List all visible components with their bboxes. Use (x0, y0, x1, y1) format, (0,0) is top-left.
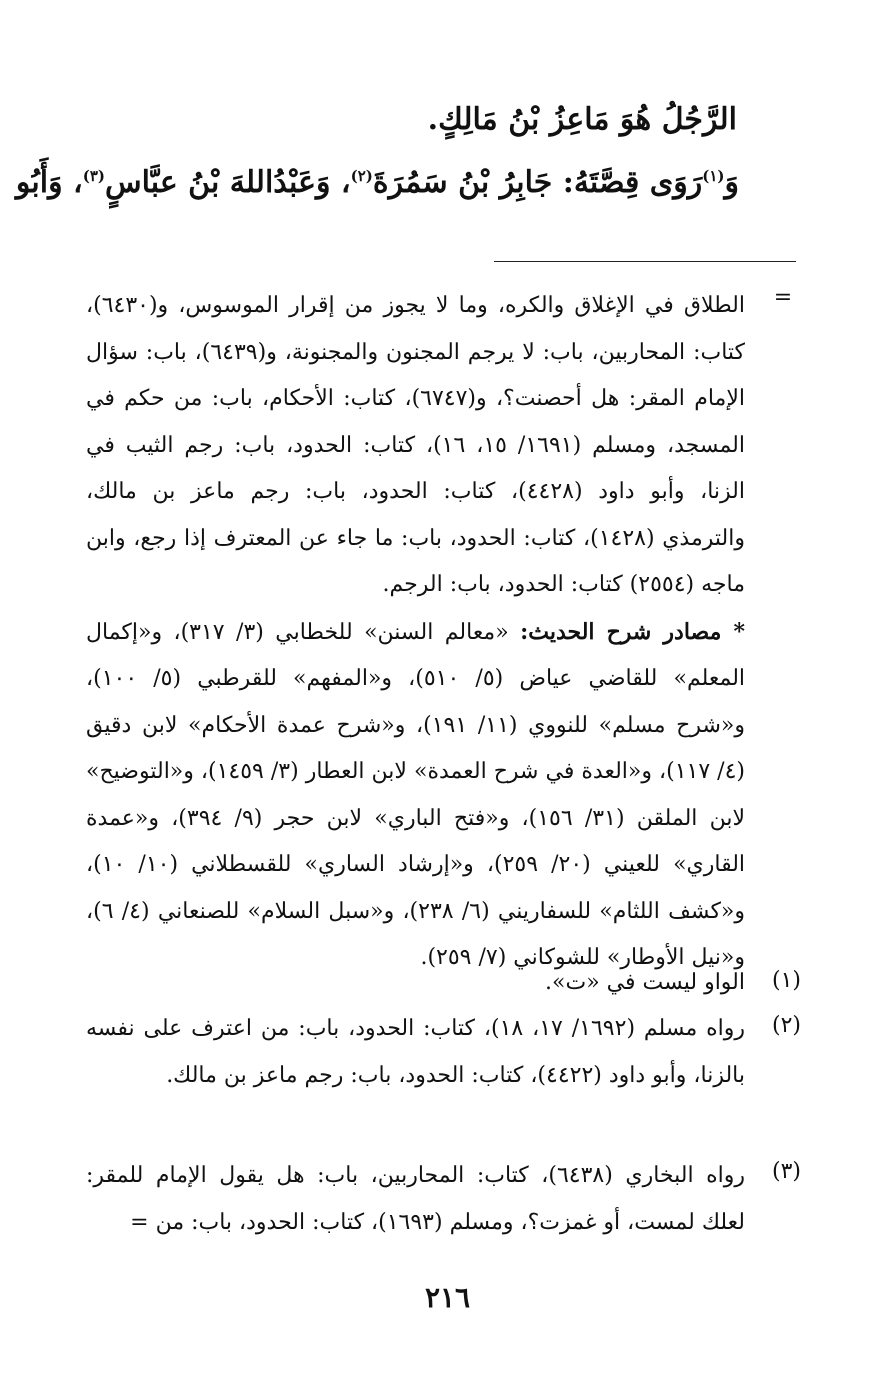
footnote-continuation (86, 283, 745, 982)
footnote-3 (86, 1152, 745, 1246)
main-text-line-2 (15, 165, 739, 200)
footnote-number-1: (١) (771, 968, 801, 993)
footnote-2-text: رواه مسلم (١٦٩٢/ ١٧، ١٨)، كتاب: الحدود، باب: من اعترف على نفسه بالزنا، وأبو داود (٤٤٢٢)، كتاب: الحدود، باب: رجم ماعز بن مالك. (86, 1016, 746, 1088)
sources-label: * مصادر شرح الحديث: (520, 618, 745, 645)
main-text-line-1-text: الرَّجُلُ هُوَ مَاعِزُ بْنُ مَالِكٍ. (427, 102, 737, 137)
sources-paragraph (86, 609, 745, 982)
footnote-ref-3: (٣) (82, 167, 105, 185)
footnote-3-text: رواه البخاري (٦٤٣٨)، كتاب: المحاربين، باب: هل يقول الإمام للمقر: لعلك لمست، أو غمزت؟، ومسلم (١٦٩٣)، كتاب: الحدود، باب: من = (86, 1163, 745, 1235)
footnote-2 (86, 1005, 745, 1099)
footnote-1-text: الواو ليست في «ت». (545, 970, 745, 995)
footnote-number-3: (٣) (771, 1159, 801, 1184)
footnote-number-2: (٢) (771, 1013, 801, 1038)
main-text-fragment: ، وَأَبُو (15, 165, 83, 200)
footnote-continuation-paragraph: الطلاق في الإغلاق والكره، وما لا يجوز من إقرار الموسوس، و(٦٤٣٠)، كتاب: المحاربين، باب: لا يرجم المجنون والمجنونة، و(٦٤٣٩)، باب: سؤال الإمام المقر: هل أحصنت؟، و(٦٧٤٧)، كتاب: الأحكام، باب: من حكم في المسجد، ومسلم (١٦٩١/ ١٥، ١٦)، كتاب: الحدود، باب: رجم الثيب في الزنا، وأبو داود (٤٤٢٨)، كتاب: الحدود، باب: رجم ماعز بن مالك، والترمذي (١٤٢٨)، كتاب: الحدود، باب: ما جاء عن المعترف إذا رجع، وابن ماجه (٢٥٥٤) كتاب: الحدود، باب: الرجم. (86, 293, 746, 597)
footnote-separator (494, 261, 796, 262)
continuation-marker: = (773, 285, 793, 310)
main-text-fragment: ، وَعَبْدُاللهَ بْنُ عبَّاسٍ (105, 165, 351, 200)
sources-text: «معالم السنن» للخطابي (٣/ ٣١٧)، و«إكمال المعلم» للقاضي عياض (٥/ ٥١٠)، و«المفهم» للقرطبي (٥/ ١٠٠)، و«شرح مسلم» للنووي (١١/ ١٩١)، و«شرح عمدة الأحكام» لابن دقيق (٤/ ١١٧)، و«العدة في شرح العمدة» لابن العطار (٣/ ١٤٥٩)، و«التوضيح» لابن الملقن (٣١/ ١٥٦)، و«فتح الباري» لابن حجر (٩/ ٣٩٤)، و«عمدة القاري» للعيني (٢٠/ ٢٥٩)، و«إرشاد الساري» للقسطلاني (١٠/ ١٠)، و«كشف اللثام» للسفاريني (٦/ ٢٣٨)، و«سبل السلام» للصنعاني (٤/ ٦)، و«نيل الأوطار» للشوكاني (٧/ ٢٥٩). (86, 619, 746, 970)
footnote-ref-1: (١) (702, 167, 725, 185)
main-text-fragment: وَ (724, 165, 739, 200)
main-text-fragment: رَوَى قِصَّتَهُ: جَابِرُ بْنُ سَمُرَةَ (372, 165, 703, 200)
page-number: ٢١٦ (424, 1281, 471, 1314)
main-text-line-1 (80, 102, 737, 137)
footnote-1 (86, 960, 745, 1007)
footnote-ref-2: (٢) (350, 167, 373, 185)
